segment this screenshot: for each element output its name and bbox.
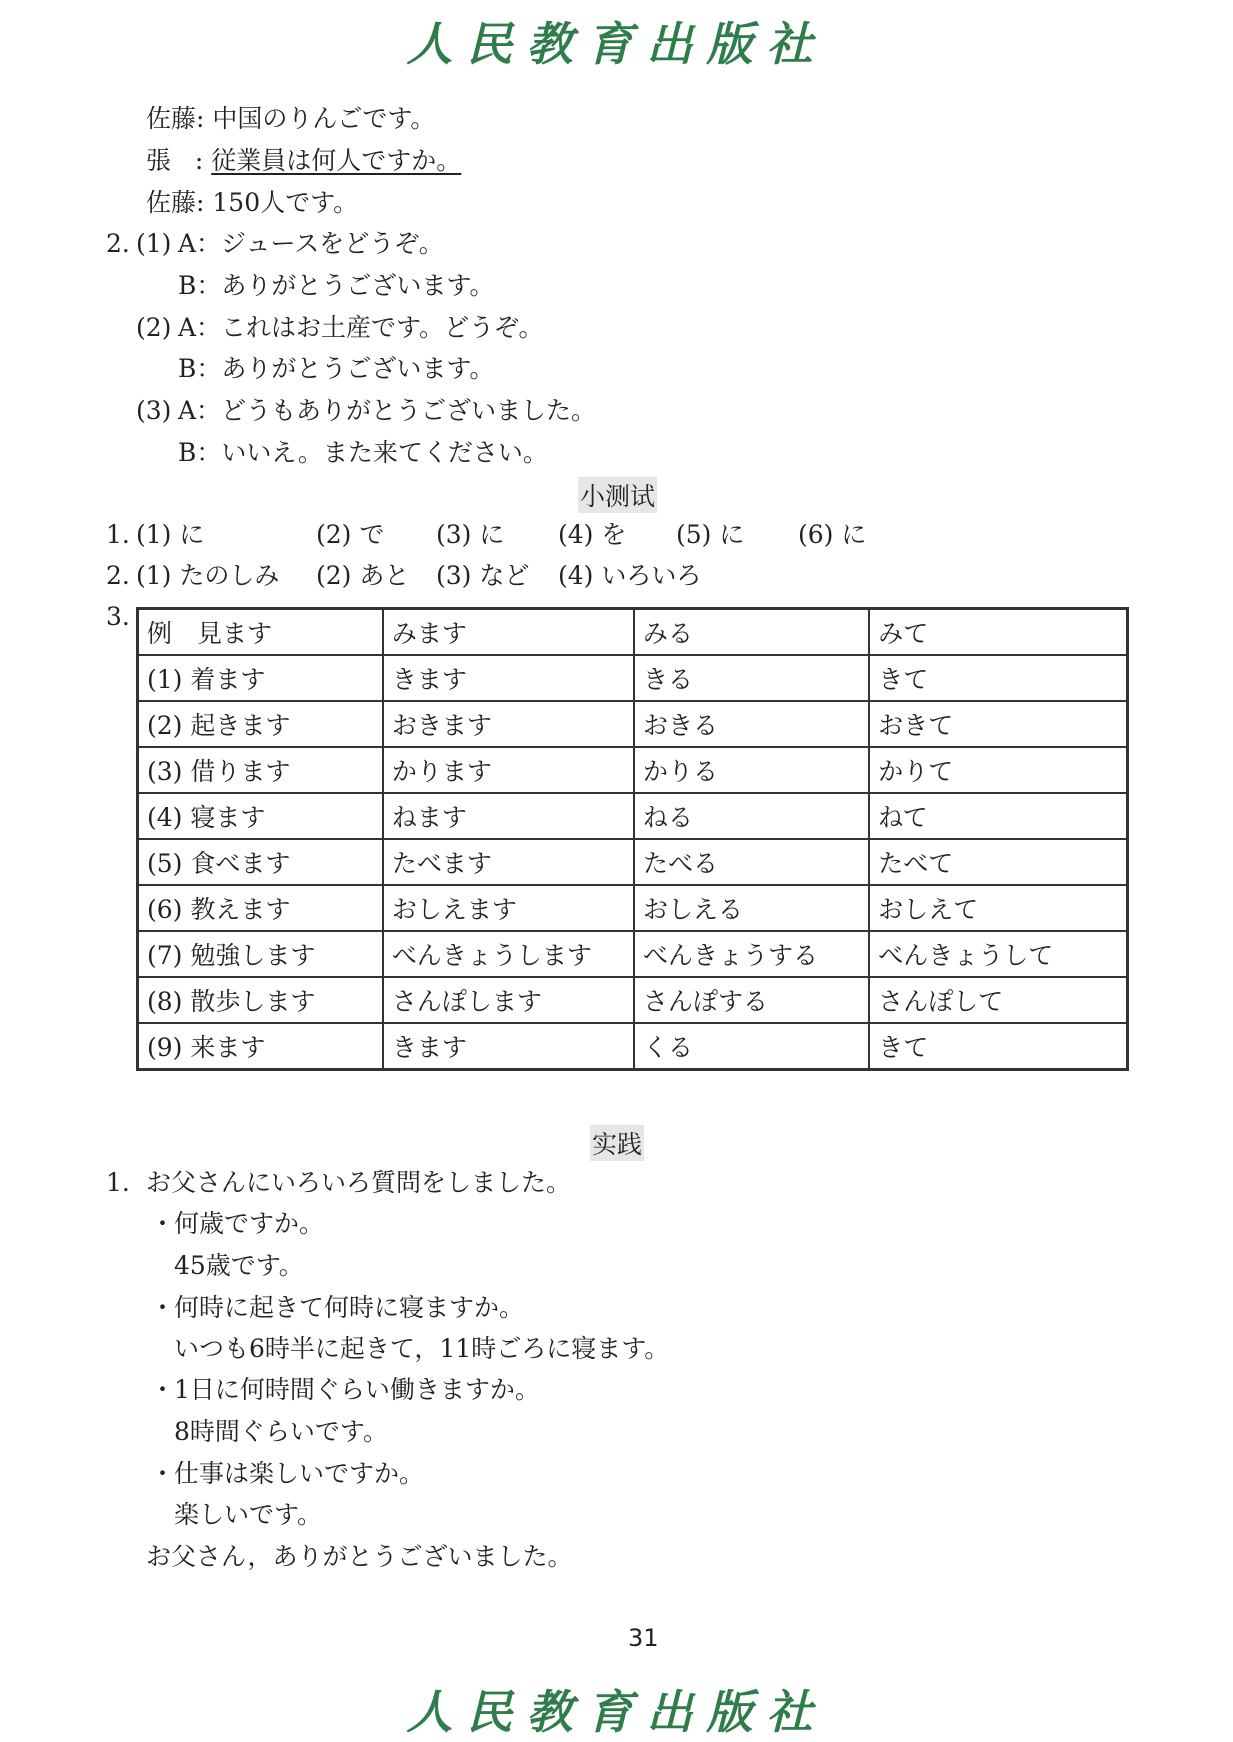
- table-cell: べんきょうする: [634, 931, 869, 977]
- table-cell: おしえます: [383, 885, 634, 931]
- quiz-heading: 小测试: [578, 477, 657, 513]
- table-cell: きます: [383, 655, 634, 701]
- table-cell: きて: [869, 1023, 1127, 1070]
- table-cell: (9) 来ます: [138, 1023, 383, 1070]
- table-cell: べんきょうして: [869, 931, 1127, 977]
- table-cell: みて: [869, 609, 1127, 656]
- dialogue-text: 150人です。: [212, 188, 359, 217]
- table-cell: くる: [634, 1023, 869, 1070]
- answer: (4) を: [558, 520, 627, 549]
- table-cell: ねます: [383, 793, 634, 839]
- table-cell: おきます: [383, 701, 634, 747]
- table-cell: ねて: [869, 793, 1127, 839]
- item-number: (1): [136, 229, 172, 258]
- table-cell: きます: [383, 1023, 634, 1070]
- practice-intro: お父さんにいろいろ質問をしました。: [146, 1168, 572, 1197]
- question-text: 1日に何時間ぐらい働きますか。: [174, 1375, 540, 1404]
- table-cell: おきる: [634, 701, 869, 747]
- table-cell: (2) 起きます: [138, 701, 383, 747]
- table-cell: おしえて: [869, 885, 1127, 931]
- table-cell: (5) 食べます: [138, 839, 383, 885]
- question-text: 何時に起きて何時に寝ますか。: [174, 1293, 525, 1322]
- conjugation-table: [136, 607, 1129, 1071]
- table-cell: たべる: [634, 839, 869, 885]
- question-text: 仕事は楽しいですか。: [174, 1459, 425, 1488]
- speaker: 佐藤: [146, 104, 197, 133]
- line-b: B：いいえ。また来てください。: [178, 438, 548, 467]
- table-cell: かりる: [634, 747, 869, 793]
- line-a: A：どうもありがとうございました。: [178, 396, 597, 425]
- answer: (2) で: [316, 520, 385, 549]
- table-cell: (4) 寝ます: [138, 793, 383, 839]
- answer-text: 45歳です。: [174, 1251, 304, 1280]
- table-cell: (3) 借ります: [138, 747, 383, 793]
- line-b: B：ありがとうございます。: [178, 354, 495, 383]
- dialogue-line: 佐藤: 中国のりんごです。: [146, 104, 436, 133]
- dialogue-text: 従業員は何人ですか。: [211, 146, 462, 175]
- question-number: 2.: [106, 561, 130, 590]
- answer: (6) に: [798, 520, 867, 549]
- answer: (3) など: [436, 561, 530, 590]
- table-cell: 例 見ます: [138, 609, 383, 656]
- answer: (4) いろいろ: [558, 561, 702, 590]
- table-cell: みます: [383, 609, 634, 656]
- bullet: ・: [150, 1459, 176, 1488]
- answer: (3) に: [436, 520, 505, 549]
- item-number: (2): [136, 313, 172, 342]
- table-cell: かります: [383, 747, 634, 793]
- publisher-logo: 人民教育出版社: [406, 1685, 827, 1739]
- table-cell: (6) 教えます: [138, 885, 383, 931]
- line-b: B：ありがとうございます。: [178, 271, 495, 300]
- table-cell: おしえる: [634, 885, 869, 931]
- question-number: 3.: [106, 602, 130, 631]
- dialogue-text: 中国のりんごです。: [212, 104, 436, 133]
- table-cell: さんぽします: [383, 977, 634, 1023]
- table-row: [138, 839, 1128, 885]
- question-number: 1.: [106, 520, 130, 549]
- table-row: [138, 747, 1128, 793]
- table-row: [138, 793, 1128, 839]
- page-number: 31: [628, 1624, 659, 1652]
- answer-text: 楽しいです。: [174, 1500, 323, 1529]
- table-cell: べんきょうします: [383, 931, 634, 977]
- table-cell: かりて: [869, 747, 1127, 793]
- bullet: ・: [150, 1209, 176, 1238]
- table-cell: (1) 着ます: [138, 655, 383, 701]
- bullet: ・: [150, 1375, 176, 1404]
- table-cell: (7) 勉強します: [138, 931, 383, 977]
- speaker: 佐藤: [146, 188, 197, 217]
- table-cell: (8) 散歩します: [138, 977, 383, 1023]
- table-cell: さんぽして: [869, 977, 1127, 1023]
- table-row: [138, 977, 1128, 1023]
- answer: (1) に: [136, 520, 205, 549]
- table-cell: みる: [634, 609, 869, 656]
- table-cell: きて: [869, 655, 1127, 701]
- answer: (5) に: [676, 520, 745, 549]
- item-number: (3): [136, 396, 172, 425]
- bullet: ・: [150, 1293, 176, 1322]
- question-number: 1.: [106, 1168, 130, 1197]
- speaker: 張: [146, 146, 172, 175]
- table-cell: おきて: [869, 701, 1127, 747]
- publisher-logo: 人民教育出版社: [406, 17, 827, 71]
- table-row: [138, 1023, 1128, 1070]
- practice-heading: 实践: [590, 1125, 644, 1161]
- answer-text: 8時間ぐらいです。: [174, 1417, 388, 1446]
- table-row: [138, 885, 1128, 931]
- dialogue-line: 佐藤: 150人です。: [146, 188, 359, 217]
- section-number: 2.: [106, 229, 130, 258]
- table-row: [138, 701, 1128, 747]
- answer: (2) あと: [316, 561, 410, 590]
- table-cell: ねる: [634, 793, 869, 839]
- question-text: 何歳ですか。: [174, 1209, 325, 1238]
- dialogue-line: 張 : 従業員は何人ですか。: [146, 146, 462, 175]
- table-cell: たべます: [383, 839, 634, 885]
- line-a: A：これはお土産です。どうぞ。: [178, 313, 544, 342]
- table-row: [138, 655, 1128, 701]
- table-cell: さんぽする: [634, 977, 869, 1023]
- table-cell: たべて: [869, 839, 1127, 885]
- line-a: A：ジュースをどうぞ。: [178, 229, 444, 258]
- table-cell: きる: [634, 655, 869, 701]
- answer: (1) たのしみ: [136, 561, 280, 590]
- table-row: [138, 931, 1128, 977]
- practice-closing: お父さん，ありがとうございました。: [146, 1542, 573, 1571]
- table-row: [138, 609, 1128, 656]
- answer-text: いつも6時半に起きて，11時ごろに寝ます。: [174, 1334, 670, 1363]
